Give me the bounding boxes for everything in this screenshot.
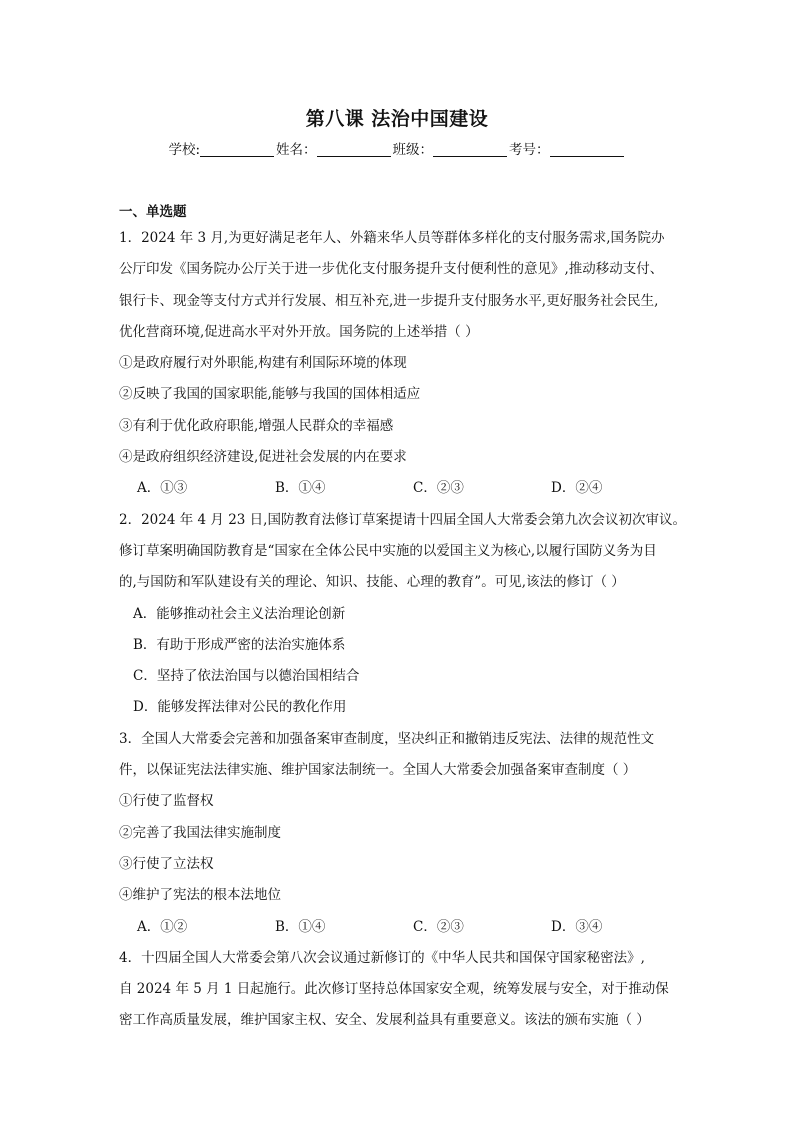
choice-a[interactable]: A．①② (137, 918, 188, 935)
statement-1: ①行使了监督权 (119, 793, 214, 810)
option-b[interactable]: B．有助于形成严密的法治实施体系 (133, 636, 346, 653)
statement-2: ②反映了我国的国家职能,能够与我国的国体相适应 (119, 386, 421, 403)
question-stem-line: 公厅印发《国务院办公厅关于进一步优化支付服务提升支付便利性的意见》,推动移动支付、 (119, 261, 664, 278)
class-label: 班级： (392, 142, 434, 158)
answer-choices (119, 912, 689, 943)
school-blank[interactable] (200, 142, 274, 157)
question-stem-line: 自 2024 年 5 月 1 日起施行。此次修订坚持总体国家安全观，统筹发展与安全，对于推动保 (119, 981, 669, 998)
question-stem-line: 的,与国防和军队建设有关的理论、知识、技能、心理的教育”。可见,该法的修订（ ） (119, 574, 625, 591)
student-info-line (0, 138, 794, 158)
choice-b[interactable]: B．①④ (275, 480, 326, 497)
statement-1: ①是政府履行对外职能,构建有利国际环境的体现 (119, 355, 407, 372)
question-stem-line: 密工作高质量发展，维护国家主权、安全、发展利益具有重要意义。该法的颁布实施（ ） (119, 1012, 650, 1029)
choice-c[interactable]: C．②③ (413, 480, 464, 497)
exam-no-label: 考号： (509, 142, 550, 158)
choice-c[interactable]: C．②③ (413, 918, 464, 935)
choice-d[interactable]: D．②④ (551, 480, 603, 497)
question-3 (119, 724, 689, 943)
answer-choices (119, 473, 689, 504)
question-4 (119, 943, 689, 1037)
questions-content (119, 201, 689, 1037)
question-stem-line: 2．2024 年 4 月 23 日,国防教育法修订草案提请十四届全国人大常委会第九次会议初次审议。 (119, 511, 686, 528)
question-1 (119, 223, 689, 505)
page-title: 第八课 法治中国建设 (305, 108, 489, 130)
statement-3: ③有利于优化政府职能,增强人民群众的幸福感 (119, 417, 394, 434)
school-label: 学校: (168, 142, 201, 158)
question-stem-line: 银行卡、现金等支付方式并行发展、相互补充,进一步提升支付服务水平,更好服务社会民生, (119, 292, 659, 309)
question-stem-line: 1．2024 年 3 月,为更好满足老年人、外籍来华人员等群体多样化的支付服务需求,国务院办 (119, 230, 665, 246)
statement-3: ③行使了立法权 (119, 855, 214, 872)
name-blank[interactable] (317, 142, 391, 157)
question-stem-line: 3．全国人大常委会完善和加强备案审查制度，坚决纠正和撤销违反宪法、法律的规范性文 (119, 730, 655, 747)
section-heading: 一、单选题 (119, 204, 187, 220)
class-blank[interactable] (433, 142, 507, 157)
statement-4: ④维护了宪法的根本法地位 (119, 887, 281, 904)
option-a[interactable]: A．能够推动社会主义法治理论创新 (133, 605, 346, 622)
exam-no-blank[interactable] (550, 142, 624, 157)
statement-2: ②完善了我国法律实施制度 (119, 824, 281, 841)
name-label: 姓名： (276, 142, 317, 158)
option-c[interactable]: C．坚持了依法治国与以德治国相结合 (133, 668, 360, 685)
statement-4: ④是政府组织经济建设,促进社会发展的内在要求 (119, 449, 407, 466)
choice-a[interactable]: A．①③ (137, 480, 188, 497)
question-2 (119, 505, 689, 724)
choice-d[interactable]: D．③④ (551, 918, 603, 935)
question-stem-line: 件，以保证宪法法律实施、维护国家法制统一。全国人大常委会加强备案审查制度（ ） (119, 762, 637, 779)
question-stem-line: 修订草案明确国防教育是“国家在全体公民中实施的以爱国主义为核心,以履行国防义务为目 (119, 542, 657, 559)
question-stem-line: 4．十四届全国人大常委会第八次会议通过新修订的《中华人民共和国保守国家秘密法》, (119, 949, 645, 966)
choice-b[interactable]: B．①④ (275, 918, 326, 935)
question-stem-line: 优化营商环境,促进高水平对外开放。国务院的上述举措（ ） (119, 323, 479, 340)
option-d[interactable]: D．能够发挥法律对公民的教化作用 (133, 699, 347, 716)
